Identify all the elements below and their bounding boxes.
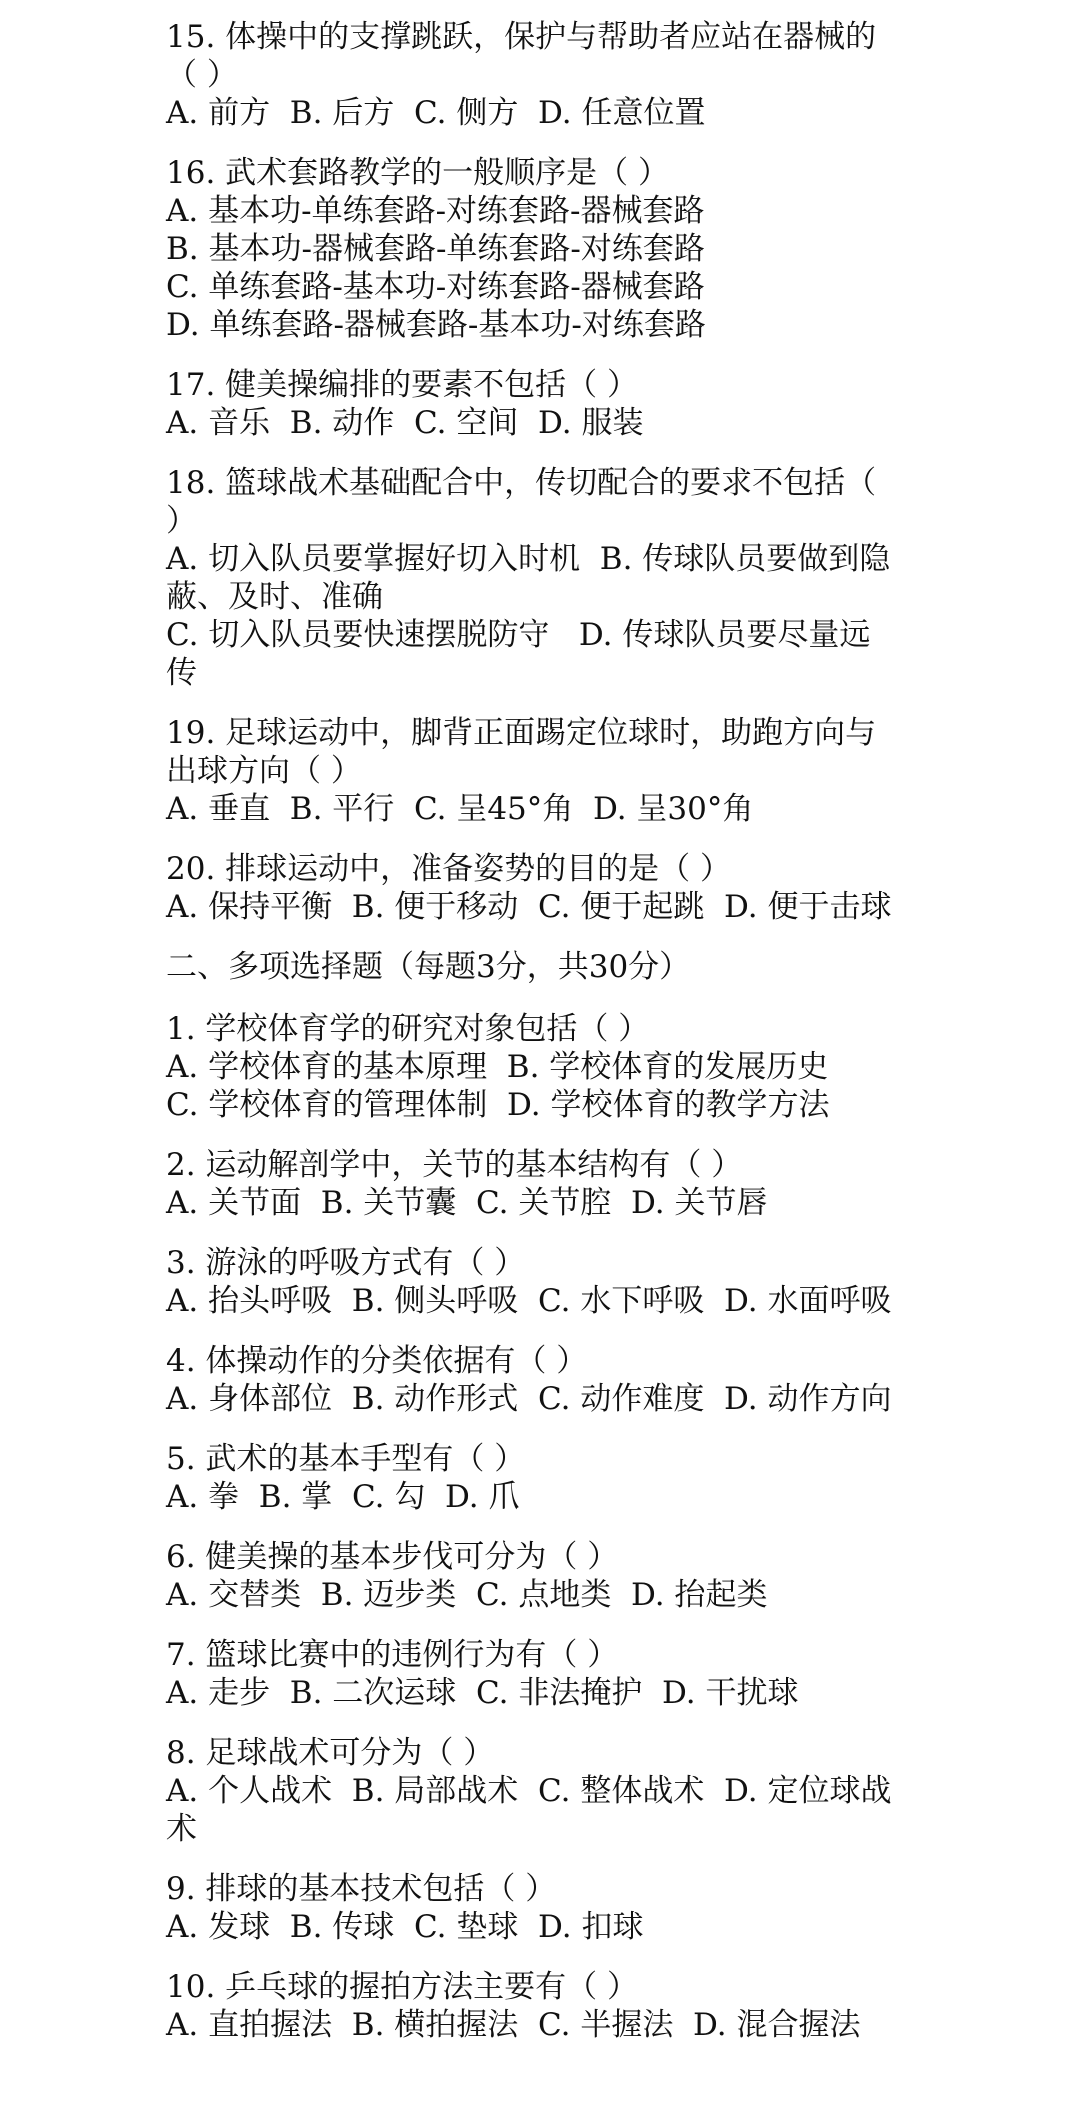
question-text: 8. 足球战术可分为（ ） bbox=[166, 1735, 495, 1771]
answer-options: A. 抬头呼吸 B. 侧头呼吸 C. 水下呼吸 D. 水面呼吸 bbox=[166, 1283, 892, 1319]
mc-question-4 bbox=[166, 1342, 926, 1418]
answer-options: A. 发球 B. 传球 C. 垫球 D. 扣球 bbox=[166, 1909, 644, 1945]
answer-options: A. 学校体育的基本原理 B. 学校体育的发展历史 bbox=[166, 1049, 829, 1085]
question-19 bbox=[166, 714, 926, 828]
mc-question-6 bbox=[166, 1538, 926, 1614]
answer-options: A. 走步 B. 二次运球 C. 非法掩护 D. 干扰球 bbox=[166, 1675, 799, 1711]
answer-options: A. 个人战术 B. 局部战术 C. 整体战术 D. 定位球战 bbox=[166, 1773, 892, 1809]
question-text: 6. 健美操的基本步伐可分为（ ） bbox=[166, 1539, 619, 1575]
answer-option: D. 单练套路-器械套路-基本功-对练套路 bbox=[166, 307, 706, 343]
exam-page bbox=[166, 18, 926, 2066]
question-text: 2. 运动解剖学中，关节的基本结构有（ ） bbox=[166, 1147, 743, 1183]
answer-options: C. 学校体育的管理体制 D. 学校体育的教学方法 bbox=[166, 1087, 830, 1123]
mc-question-8 bbox=[166, 1734, 926, 1848]
answer-options: A. 直拍握法 B. 横拍握法 C. 半握法 D. 混合握法 bbox=[166, 2007, 861, 2043]
question-text: （ ） bbox=[166, 57, 238, 93]
mc-question-1 bbox=[166, 1010, 926, 1124]
question-text: 20. 排球运动中，准备姿势的目的是（ ） bbox=[166, 851, 732, 887]
answer-options: A. 前方 B. 后方 C. 侧方 D. 任意位置 bbox=[166, 95, 706, 131]
mc-question-2 bbox=[166, 1146, 926, 1222]
mc-question-3 bbox=[166, 1244, 926, 1320]
answer-option: C. 单练套路-基本功-对练套路-器械套路 bbox=[166, 269, 705, 305]
question-17 bbox=[166, 366, 926, 442]
answer-options: A. 垂直 B. 平行 C. 呈45°角 D. 呈30°角 bbox=[166, 791, 754, 827]
answer-options: A. 关节面 B. 关节囊 C. 关节腔 D. 关节唇 bbox=[166, 1185, 768, 1221]
mc-question-7 bbox=[166, 1636, 926, 1712]
question-text: 10. 乒乓球的握拍方法主要有（ ） bbox=[166, 1969, 639, 2005]
question-text: 19. 足球运动中，脚背正面踢定位球时，助跑方向与 bbox=[166, 715, 877, 751]
answer-options: 术 bbox=[166, 1811, 197, 1847]
answer-options: C. 切入队员要快速摆脱防守 D. 传球队员要尽量远 bbox=[166, 617, 871, 653]
mc-question-5 bbox=[166, 1440, 926, 1516]
question-text: 17. 健美操编排的要素不包括（ ） bbox=[166, 367, 639, 403]
section-title: 二、多项选择题（每题3分，共30分） bbox=[166, 949, 691, 985]
answer-options: A. 保持平衡 B. 便于移动 C. 便于起跳 D. 便于击球 bbox=[166, 889, 892, 925]
question-text: 16. 武术套路教学的一般顺序是（ ） bbox=[166, 155, 670, 191]
mc-question-10 bbox=[166, 1968, 926, 2044]
mc-question-9 bbox=[166, 1870, 926, 1946]
question-text: 5. 武术的基本手型有（ ） bbox=[166, 1441, 526, 1477]
question-18 bbox=[166, 464, 926, 692]
question-text: 7. 篮球比赛中的违例行为有（ ） bbox=[166, 1637, 619, 1673]
question-text: ） bbox=[166, 503, 197, 539]
question-text: 9. 排球的基本技术包括（ ） bbox=[166, 1871, 557, 1907]
question-text: 18. 篮球战术基础配合中，传切配合的要求不包括（ bbox=[166, 465, 877, 501]
question-text: 出球方向（ ） bbox=[166, 753, 362, 789]
question-16 bbox=[166, 154, 926, 344]
answer-options: 蔽、及时、准确 bbox=[166, 579, 383, 615]
answer-option: B. 基本功-器械套路-单练套路-对练套路 bbox=[166, 231, 705, 267]
question-text: 15. 体操中的支撑跳跃，保护与帮助者应站在器械的 bbox=[166, 19, 877, 55]
answer-options: A. 拳 B. 掌 C. 勾 D. 爪 bbox=[166, 1479, 520, 1515]
answer-options: 传 bbox=[166, 655, 197, 691]
question-20 bbox=[166, 850, 926, 926]
answer-options: A. 交替类 B. 迈步类 C. 点地类 D. 抬起类 bbox=[166, 1577, 768, 1613]
question-text: 1. 学校体育学的研究对象包括（ ） bbox=[166, 1011, 650, 1047]
answer-options: A. 身体部位 B. 动作形式 C. 动作难度 D. 动作方向 bbox=[166, 1381, 892, 1417]
answer-option: A. 基本功-单练套路-对练套路-器械套路 bbox=[166, 193, 705, 229]
question-15 bbox=[166, 18, 926, 132]
question-text: 3. 游泳的呼吸方式有（ ） bbox=[166, 1245, 526, 1281]
question-text: 4. 体操动作的分类依据有（ ） bbox=[166, 1343, 588, 1379]
answer-options: A. 音乐 B. 动作 C. 空间 D. 服装 bbox=[166, 405, 644, 441]
answer-options: A. 切入队员要掌握好切入时机 B. 传球队员要做到隐 bbox=[166, 541, 891, 577]
